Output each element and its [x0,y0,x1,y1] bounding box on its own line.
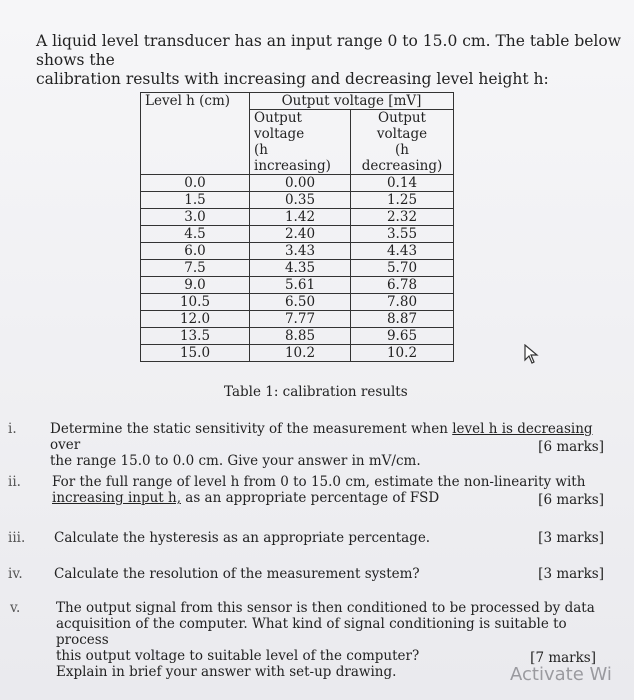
question-number: iv. [8,566,23,582]
decreasing-output-cell: 3.55 [351,226,454,243]
table-row [141,175,454,192]
level-cell: 7.5 [141,260,250,277]
level-header: Level h (cm) [141,93,250,175]
question-iii [8,530,604,548]
decreasing-output-cell: 10.2 [351,345,454,362]
output-decreasing-header: Output voltage (h decreasing) [351,110,454,175]
question-line: increasing input h, as an appropriate percentage of FSD [52,490,440,506]
table-row [141,277,454,294]
output-increasing-header: Output voltage (h increasing) [250,110,351,175]
table-row [141,260,454,277]
question-line: Determine the static sensitivity of the measurement when level h is decreasing over [50,421,593,453]
table-row [141,243,454,260]
decreasing-output-cell: 1.25 [351,192,454,209]
table-row [141,192,454,209]
level-cell: 0.0 [141,175,250,192]
increasing-output-cell: 2.40 [250,226,351,243]
level-cell: 10.5 [141,294,250,311]
decreasing-output-cell: 7.80 [351,294,454,311]
table-row [141,294,454,311]
increasing-output-cell: 6.50 [250,294,351,311]
problem-statement [36,32,626,89]
decreasing-output-cell: 8.87 [351,311,454,328]
intro-line-1: A liquid level transducer has an input range 0 to 15.0 cm. The table below shows the [36,32,621,69]
level-cell: 12.0 [141,311,250,328]
level-cell: 15.0 [141,345,250,362]
level-cell: 1.5 [141,192,250,209]
increasing-output-cell: 4.35 [250,260,351,277]
decreasing-output-cell: 0.14 [351,175,454,192]
decreasing-output-cell: 5.70 [351,260,454,277]
question-line: Explain in brief your answer with set-up drawing. [56,664,397,680]
level-cell: 13.5 [141,328,250,345]
increasing-output-cell: 5.61 [250,277,351,294]
question-line: Calculate the resolution of the measurement system? [54,566,420,582]
table-body [141,175,454,362]
decreasing-output-cell: 4.43 [351,243,454,260]
marks-label: [6 marks] [538,492,604,508]
question-number: iii. [8,530,26,546]
decreasing-output-cell: 9.65 [351,328,454,345]
question-number: v. [10,600,21,616]
table-row [141,311,454,328]
increasing-output-cell: 3.43 [250,243,351,260]
activation-watermark: Activate Wi [510,664,612,685]
question-ii [8,474,604,510]
question-iv [8,566,604,584]
level-cell: 6.0 [141,243,250,260]
decreasing-output-cell: 2.32 [351,209,454,226]
intro-line-2: calibration results with increasing and decreasing level height h: [36,70,549,88]
question-line: The output signal from this sensor is then conditioned to be processed by data [56,600,595,616]
question-i [8,421,604,469]
marks-label: [3 marks] [538,530,604,546]
increasing-output-cell: 1.42 [250,209,351,226]
question-line: acquisition of the computer. What kind of signal conditioning is suitable to process [56,616,567,648]
question-line: this output voltage to suitable level of the computer? [56,648,420,664]
table-row [141,328,454,345]
marks-label: [7 marks] [530,650,596,666]
table-row [141,209,454,226]
question-line: For the full range of level h from 0 to 15.0 cm, estimate the non-linearity with [52,474,586,490]
level-cell: 3.0 [141,209,250,226]
marks-label: [6 marks] [538,439,604,455]
mouse-pointer-icon [524,344,540,368]
calibration-table [140,92,454,362]
question-number: ii. [8,474,21,490]
level-cell: 9.0 [141,277,250,294]
output-voltage-header: Output voltage [mV] [250,93,454,110]
table-caption: Table 1: calibration results [224,384,408,400]
decreasing-output-cell: 6.78 [351,277,454,294]
level-cell: 4.5 [141,226,250,243]
increasing-output-cell: 10.2 [250,345,351,362]
question-line: Calculate the hysteresis as an appropriate percentage. [54,530,431,546]
marks-label: [3 marks] [538,566,604,582]
table-row [141,226,454,243]
table-row [141,345,454,362]
increasing-output-cell: 7.77 [250,311,351,328]
increasing-output-cell: 0.00 [250,175,351,192]
question-line: the range 15.0 to 0.0 cm. Give your answer in mV/cm. [50,453,421,469]
increasing-output-cell: 0.35 [250,192,351,209]
question-number: i. [8,421,17,437]
increasing-output-cell: 8.85 [250,328,351,345]
